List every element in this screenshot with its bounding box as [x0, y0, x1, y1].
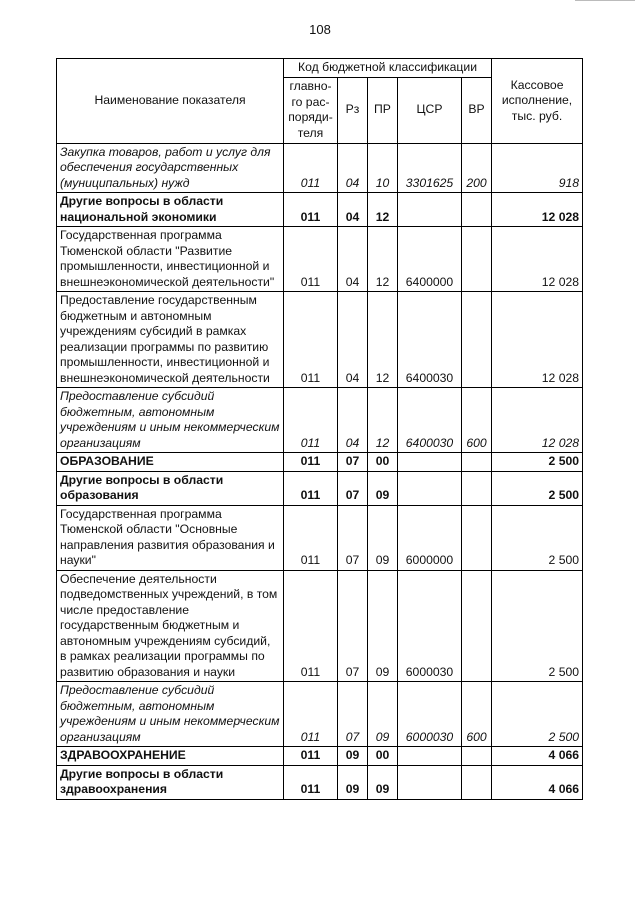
row-name: ЗДРАВООХРАНЕНИЕ	[57, 747, 284, 766]
row-rz: 07	[338, 471, 368, 505]
row-csr: 6400030	[398, 388, 462, 453]
row-name: Другие вопросы в области национальной экономики	[57, 193, 284, 227]
row-vr	[462, 765, 492, 799]
row-vr: 600	[462, 682, 492, 747]
row-pr: 10	[368, 143, 398, 193]
row-rz: 09	[338, 765, 368, 799]
row-vr	[462, 471, 492, 505]
table-row	[57, 682, 583, 747]
row-vr	[462, 570, 492, 682]
row-pr: 09	[368, 765, 398, 799]
row-csr	[398, 471, 462, 505]
row-glavn: 011	[284, 193, 338, 227]
row-vr	[462, 227, 492, 292]
row-csr	[398, 747, 462, 766]
row-vr	[462, 292, 492, 388]
row-sum: 12 028	[492, 193, 583, 227]
row-name: Государственная программа Тюменской области "Развитие промышленности, инвестиционной и внешнеэкономической деятельности"	[57, 227, 284, 292]
row-pr: 09	[368, 505, 398, 570]
row-rz: 09	[338, 747, 368, 766]
row-glavn: 011	[284, 292, 338, 388]
row-pr: 09	[368, 471, 398, 505]
row-name: Закупка товаров, работ и услуг для обеспечения государственных (муниципальных) нужд	[57, 143, 284, 193]
row-sum: 2 500	[492, 570, 583, 682]
table-row	[57, 505, 583, 570]
row-rz: 04	[338, 292, 368, 388]
row-sum: 12 028	[492, 292, 583, 388]
row-csr	[398, 765, 462, 799]
table-row	[57, 765, 583, 799]
table-row	[57, 227, 583, 292]
row-vr	[462, 505, 492, 570]
top-corner-line	[575, 0, 635, 1]
row-pr: 00	[368, 747, 398, 766]
row-pr: 12	[368, 193, 398, 227]
row-rz: 07	[338, 682, 368, 747]
row-name: ОБРАЗОВАНИЕ	[57, 453, 284, 472]
row-vr: 200	[462, 143, 492, 193]
row-pr: 00	[368, 453, 398, 472]
row-name: Предоставление субсидий бюджетным, автономным учреждениям и иным некоммерческим организациям	[57, 388, 284, 453]
row-rz: 07	[338, 570, 368, 682]
row-csr	[398, 453, 462, 472]
header-vr: ВР	[462, 77, 492, 143]
row-sum: 2 500	[492, 453, 583, 472]
table-row	[57, 143, 583, 193]
row-pr: 12	[368, 292, 398, 388]
row-glavn: 011	[284, 765, 338, 799]
header-kassov: Кассовое исполнение, тыс. руб.	[492, 59, 583, 144]
budget-table	[56, 58, 583, 800]
row-sum: 4 066	[492, 747, 583, 766]
row-name: Другие вопросы в области здравоохранения	[57, 765, 284, 799]
table-row	[57, 292, 583, 388]
row-sum: 2 500	[492, 682, 583, 747]
table-row	[57, 471, 583, 505]
header-pr: ПР	[368, 77, 398, 143]
table-row	[57, 388, 583, 453]
row-vr	[462, 453, 492, 472]
row-name: Предоставление государственным бюджетным и автономным учреждениям субсидий в рамках реализации программы по развитию промышленности, инвестиционной и внешнеэкономической деятельности	[57, 292, 284, 388]
row-glavn: 011	[284, 505, 338, 570]
row-pr: 12	[368, 227, 398, 292]
row-csr: 3301625	[398, 143, 462, 193]
row-pr: 09	[368, 682, 398, 747]
row-rz: 04	[338, 227, 368, 292]
header-code-group: Код бюджетной классификации	[284, 59, 492, 78]
row-vr	[462, 193, 492, 227]
row-sum: 918	[492, 143, 583, 193]
row-csr: 6400030	[398, 292, 462, 388]
row-glavn: 011	[284, 682, 338, 747]
row-glavn: 011	[284, 227, 338, 292]
table-row	[57, 570, 583, 682]
row-sum: 2 500	[492, 505, 583, 570]
header-row-1	[57, 59, 583, 78]
row-sum: 4 066	[492, 765, 583, 799]
row-csr: 6000030	[398, 570, 462, 682]
row-glavn: 011	[284, 388, 338, 453]
row-sum: 2 500	[492, 471, 583, 505]
row-glavn: 011	[284, 471, 338, 505]
row-rz: 07	[338, 505, 368, 570]
header-rz: Рз	[338, 77, 368, 143]
header-csr: ЦСР	[398, 77, 462, 143]
row-csr: 6000000	[398, 505, 462, 570]
row-vr	[462, 747, 492, 766]
row-vr: 600	[462, 388, 492, 453]
table-row	[57, 193, 583, 227]
row-glavn: 011	[284, 570, 338, 682]
row-csr: 6400000	[398, 227, 462, 292]
row-name: Предоставление субсидий бюджетным, автономным учреждениям и иным некоммерческим организациям	[57, 682, 284, 747]
row-name: Другие вопросы в области образования	[57, 471, 284, 505]
row-glavn: 011	[284, 453, 338, 472]
row-name: Обеспечение деятельности подведомственных учреждений, в том числе предоставление государственным бюджетным и автономным учреждениям субсидий, в рамках реализации программы по развитию образования и науки	[57, 570, 284, 682]
table-row	[57, 747, 583, 766]
row-sum: 12 028	[492, 388, 583, 453]
header-glavn: главно-го рас-поряди-теля	[284, 77, 338, 143]
page-number: 108	[309, 22, 331, 37]
row-csr: 6000030	[398, 682, 462, 747]
row-pr: 09	[368, 570, 398, 682]
row-rz: 04	[338, 193, 368, 227]
row-glavn: 011	[284, 143, 338, 193]
header-name: Наименование показателя	[57, 59, 284, 144]
row-rz: 04	[338, 388, 368, 453]
row-pr: 12	[368, 388, 398, 453]
row-rz: 04	[338, 143, 368, 193]
row-sum: 12 028	[492, 227, 583, 292]
row-csr	[398, 193, 462, 227]
row-name: Государственная программа Тюменской области "Основные направления развития образования и науки"	[57, 505, 284, 570]
row-glavn: 011	[284, 747, 338, 766]
row-rz: 07	[338, 453, 368, 472]
table-row	[57, 453, 583, 472]
